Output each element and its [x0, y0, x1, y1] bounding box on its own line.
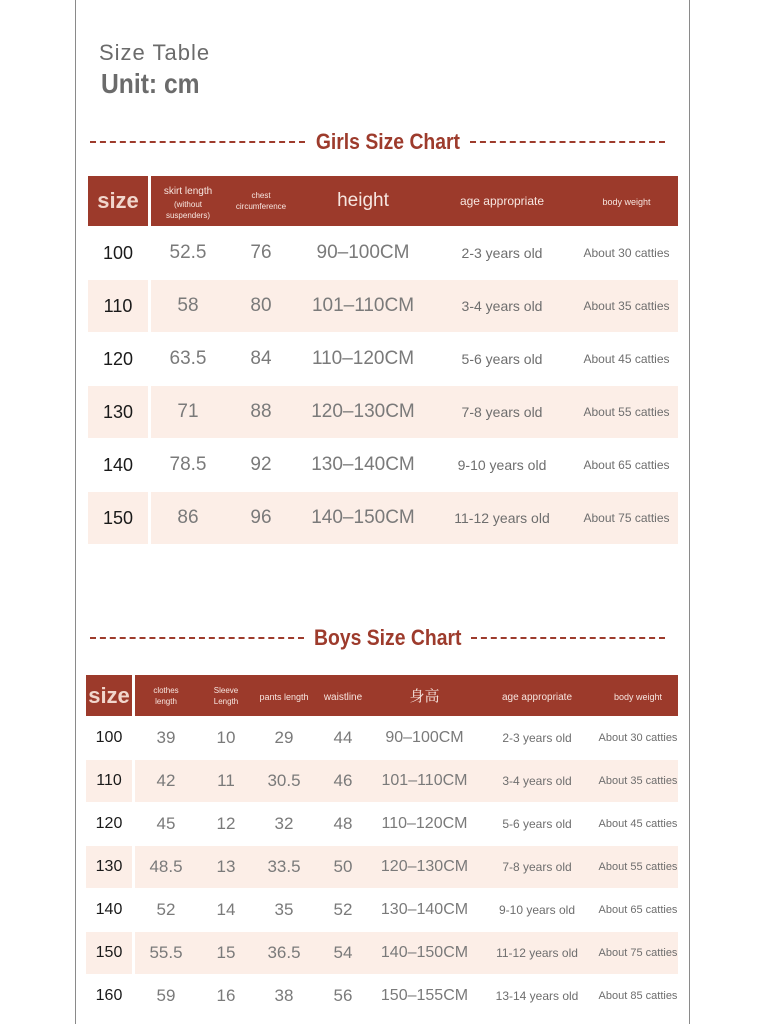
cell-weight: About 85 catties [598, 990, 678, 1002]
cell-height: 130–140CM [380, 901, 469, 918]
header-chest-label: chest [251, 191, 271, 200]
cell-clothes: 52 [156, 900, 176, 919]
cell-size: 140 [86, 888, 135, 932]
cell-height: 90–100CM [316, 242, 410, 263]
table-row [86, 974, 678, 1018]
cell-height: 101–110CM [297, 280, 429, 332]
cell-weight: About 75 catties [575, 492, 678, 544]
cell-chest: 76 [250, 242, 272, 263]
header-weight [575, 176, 678, 226]
cell-size: 120 [86, 802, 135, 846]
cell-sleeve: 10 [216, 728, 236, 747]
cell-height: 101–110CM [373, 760, 476, 802]
header-waistline [313, 675, 373, 716]
cell-size: 100 [88, 226, 151, 280]
header-age-label: age appropriate [459, 194, 545, 208]
cell-height: 150–155CM [380, 987, 469, 1004]
cell-sleeve: 15 [197, 932, 255, 974]
cell-waist: 50 [313, 846, 373, 888]
cell-clothes: 45 [156, 814, 176, 833]
table-row [86, 716, 678, 760]
header-pants-label: pants length [259, 691, 309, 702]
table-row [86, 888, 678, 932]
cell-clothes: 48.5 [135, 846, 197, 888]
header-weight-label: body weight [602, 197, 651, 207]
header-clothes-label2: length [155, 696, 177, 706]
divider-left [90, 141, 305, 143]
cell-chest: 96 [225, 492, 297, 544]
girls-section-header [90, 127, 665, 157]
divider-left [90, 637, 304, 639]
cell-weight: About 65 catties [598, 904, 678, 916]
cell-skirt: 63.5 [169, 348, 207, 369]
cell-chest: 84 [250, 348, 272, 369]
cell-waist: 52 [333, 900, 353, 919]
header-waist-label: waistline [323, 691, 363, 703]
cell-height: 130–140CM [311, 454, 415, 475]
cell-waist: 48 [333, 814, 353, 833]
header-sleeve-label: Sleeve [213, 685, 239, 695]
header-size: size [86, 675, 135, 716]
cell-weight: About 45 catties [583, 352, 670, 366]
cell-sleeve: 12 [216, 814, 236, 833]
header-weight-label: body weight [613, 691, 663, 702]
girls-size-table [88, 176, 678, 544]
cell-weight: About 75 catties [598, 932, 678, 974]
boys-section-header [90, 623, 665, 653]
cell-age: 5-6 years old [461, 351, 543, 367]
cell-size: 130 [86, 846, 135, 888]
unit-label: Unit: cm [101, 68, 200, 99]
table-row [88, 280, 678, 332]
cell-weight: About 30 catties [583, 246, 670, 260]
table-row [88, 438, 678, 492]
cell-weight: About 55 catties [598, 846, 678, 888]
header-height [297, 176, 429, 226]
cell-skirt: 58 [151, 280, 225, 332]
divider-right [470, 141, 665, 143]
cell-age: 5-6 years old [502, 817, 572, 831]
cell-size: 100 [86, 716, 135, 760]
cell-height: 120–130CM [373, 846, 476, 888]
cell-size: 160 [86, 974, 135, 1018]
cell-clothes: 59 [156, 986, 176, 1005]
cell-size: 110 [88, 280, 151, 332]
header-pants-length [255, 675, 313, 716]
cell-chest: 80 [225, 280, 297, 332]
table-row [86, 760, 678, 802]
divider-right [471, 637, 665, 639]
cell-clothes: 39 [156, 728, 176, 747]
cell-weight: About 55 catties [575, 386, 678, 438]
cell-height: 110–120CM [311, 348, 415, 369]
table-row [88, 226, 678, 280]
cell-height: 140–150CM [373, 932, 476, 974]
cell-sleeve: 11 [197, 760, 255, 802]
cell-size: 130 [88, 386, 151, 438]
header-skirt-length [151, 176, 225, 226]
cell-weight: About 35 catties [598, 760, 678, 802]
cell-waist: 54 [313, 932, 373, 974]
header-clothes-length [135, 675, 197, 716]
header-size: size [88, 176, 151, 226]
cell-sleeve: 14 [216, 900, 236, 919]
boys-chart-title: Boys Size Chart [313, 625, 462, 650]
header-height-label: 身高 [409, 688, 440, 705]
header-weight [598, 675, 678, 716]
cell-age: 11-12 years old [429, 492, 575, 544]
boys-size-table [86, 675, 678, 1018]
cell-pants: 32 [274, 814, 294, 833]
cell-height: 120–130CM [297, 386, 429, 438]
cell-age: 11-12 years old [476, 932, 598, 974]
cell-sleeve: 16 [216, 986, 236, 1005]
cell-age: 7-8 years old [429, 386, 575, 438]
cell-skirt: 78.5 [169, 454, 207, 475]
header-age-label: age appropriate [501, 691, 573, 703]
cell-pants: 33.5 [255, 846, 313, 888]
cell-age: 9-10 years old [457, 457, 547, 473]
cell-pants: 36.5 [255, 932, 313, 974]
cell-chest: 92 [250, 454, 272, 475]
cell-weight: About 65 catties [583, 458, 670, 472]
header-skirt-length-label: skirt length [163, 186, 213, 197]
header-chest-label2: circumference [235, 202, 287, 211]
header-skirt-note: (without suspenders) [165, 200, 211, 220]
cell-age: 13-14 years old [495, 989, 579, 1003]
cell-skirt: 52.5 [169, 242, 207, 263]
cell-height: 140–150CM [297, 492, 429, 544]
header-age [429, 176, 575, 226]
cell-age: 3-4 years old [429, 280, 575, 332]
cell-clothes: 55.5 [135, 932, 197, 974]
cell-size: 150 [88, 492, 151, 544]
cell-waist: 56 [333, 986, 353, 1005]
cell-weight: About 30 catties [598, 732, 678, 744]
header-sleeve-label2: Length [213, 696, 239, 706]
cell-pants: 38 [274, 986, 294, 1005]
cell-height: 90–100CM [385, 729, 464, 746]
cell-size: 110 [86, 760, 135, 802]
cell-age: 7-8 years old [476, 846, 598, 888]
cell-skirt: 86 [151, 492, 225, 544]
header-clothes-label: clothes [153, 685, 179, 695]
size-table-title: Size Table [99, 40, 211, 65]
cell-weight: About 35 catties [575, 280, 678, 332]
header-age [476, 675, 598, 716]
table-row [88, 386, 678, 438]
table-row [86, 846, 678, 888]
cell-age: 2-3 years old [502, 731, 572, 745]
header-height [373, 675, 476, 716]
cell-waist: 44 [333, 728, 353, 747]
cell-size: 150 [86, 932, 135, 974]
girls-chart-title: Girls Size Chart [315, 129, 460, 154]
cell-age: 3-4 years old [476, 760, 598, 802]
table-row [88, 332, 678, 386]
cell-waist: 46 [313, 760, 373, 802]
table-row [88, 492, 678, 544]
header-sleeve-length [197, 675, 255, 716]
cell-pants: 35 [274, 900, 294, 919]
cell-age: 2-3 years old [461, 245, 543, 261]
cell-age: 9-10 years old [498, 903, 576, 917]
header-chest [225, 176, 297, 226]
cell-chest: 88 [225, 386, 297, 438]
header-height-label: height [337, 190, 389, 211]
table-row [86, 802, 678, 846]
cell-size: 120 [88, 332, 151, 386]
cell-pants: 29 [274, 728, 294, 747]
cell-size: 140 [88, 438, 151, 492]
cell-height: 110–120CM [381, 815, 468, 832]
cell-skirt: 71 [151, 386, 225, 438]
cell-clothes: 42 [135, 760, 197, 802]
table-row [86, 932, 678, 974]
cell-weight: About 45 catties [598, 818, 678, 830]
cell-sleeve: 13 [197, 846, 255, 888]
cell-pants: 30.5 [255, 760, 313, 802]
